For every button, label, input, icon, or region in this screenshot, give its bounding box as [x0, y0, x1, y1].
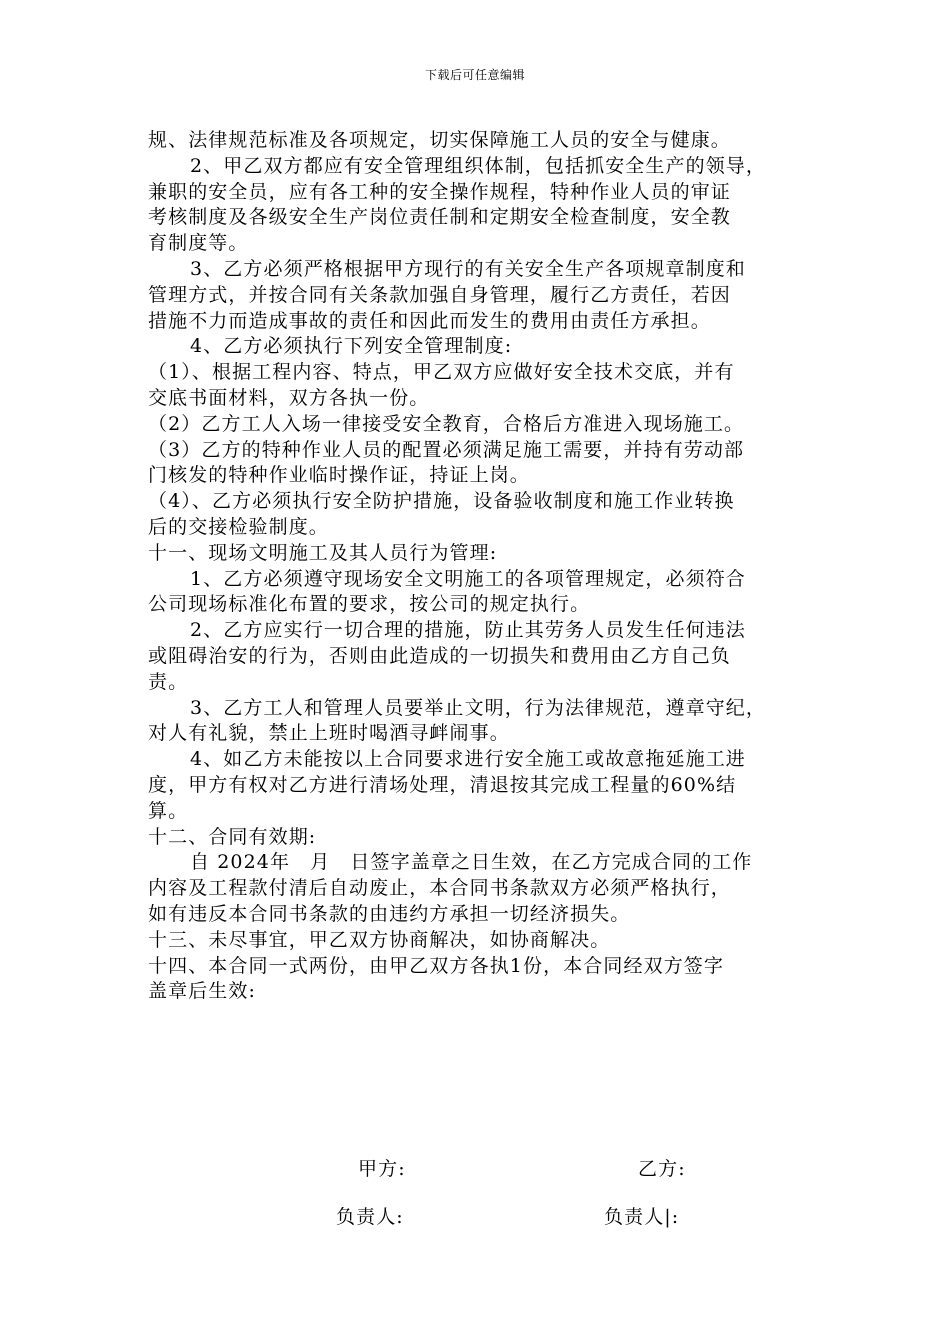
text-line: 措施不力而造成事故的责任和因此而发生的费用由责任方承担。: [148, 309, 711, 332]
contract-body: [148, 128, 808, 1253]
text-line: 算。: [148, 799, 189, 822]
text-line: 2、乙方应实行一切合理的措施，防止其劳务人员发生任何违法: [190, 619, 746, 642]
text-line: 4、如乙方未能按以上合同要求进行安全施工或故意拖延施工进: [190, 748, 746, 771]
text-line: 2、甲乙双方都应有安全管理组织体制，包括抓安全生产的领导，: [190, 154, 766, 177]
text-line: 管理方式，并按合同有关条款加强自身管理，履行乙方责任，若因: [148, 283, 731, 306]
contract-text: [148, 128, 808, 1005]
text-line: 盖章后生效:: [148, 980, 257, 1003]
text-line: 交底书面材料，双方各执一份。: [148, 386, 430, 409]
text-line: 规、法律规范标准及各项规定，切实保障施工人员的安全与健康。: [148, 129, 731, 151]
text-line: 十四、本合同一式两份，由甲乙双方各执1份，本合同经双方签字: [148, 954, 724, 977]
person-b-label: 负责人|:: [604, 1206, 680, 1229]
text-line: 责。: [148, 670, 189, 693]
text-line: 十一、现场文明施工及其人员行为管理:: [148, 541, 498, 564]
text-line: （3）乙方的特种作业人员的配置必须满足施工需要，并持有劳动部: [148, 438, 745, 461]
text-line: 门核发的特种作业临时操作证，持证上岗。: [148, 464, 530, 487]
signature-row-parties: [148, 1157, 808, 1205]
text-line: 公司现场标准化布置的要求，按公司的规定执行。: [148, 593, 591, 616]
signature-spacer: [148, 1005, 808, 1157]
text-line: （4）、乙方必须执行安全防护措施，设备验收制度和施工作业转换: [148, 490, 735, 513]
signature-row-responsible: [148, 1205, 808, 1253]
text-line: 或阻碍治安的行为，否则由此造成的一切损失和费用由乙方自己负: [148, 644, 731, 667]
text-line: 3、乙方工人和管理人员要举止文明，行为法律规范，遵章守纪，: [190, 696, 766, 719]
page-header: 下载后可任意编辑: [424, 68, 525, 82]
party-b-label: 乙方:: [638, 1158, 686, 1181]
text-line: 如有违反本合同书条款的由违约方承担一切经济损失。: [148, 902, 631, 925]
text-line: 考核制度及各级安全生产岗位责任制和定期安全检查制度，安全教: [148, 206, 731, 229]
text-line: 后的交接检验制度。: [148, 515, 329, 538]
text-line: 十二、合同有效期:: [148, 825, 317, 848]
party-a-label: 甲方:: [358, 1158, 406, 1181]
text-line: 对人有礼貌，禁止上班时喝酒寻衅闹事。: [148, 722, 510, 745]
text-line: 十三、未尽事宜，甲乙双方协商解决，如协商解决。: [148, 928, 611, 951]
text-line: 兼职的安全员，应有各工种的安全操作规程，特种作业人员的审证: [148, 180, 731, 203]
text-line: 自 2024年 月 日签字盖章之日生效，在乙方完成合同的工作: [190, 851, 753, 874]
text-line: 1、乙方必须遵守现场安全文明施工的各项管理规定，必须符合: [190, 567, 746, 590]
text-line: 度，甲方有权对乙方进行清场处理，清退按其完成工程量的60%结: [148, 773, 737, 796]
text-line: （2）乙方工人入场一律接受安全教育，合格后方准进入现场施工。: [148, 412, 745, 435]
person-a-label: 负责人:: [336, 1206, 404, 1229]
text-line: 3、乙方必须严格根据甲方现行的有关安全生产各项规章制度和: [190, 257, 746, 280]
text-line: 内容及工程款付清后自动废止，本合同书条款双方必须严格执行，: [148, 877, 731, 900]
text-line: 4、乙方必须执行下列安全管理制度:: [190, 335, 513, 358]
text-line: （1）、根据工程内容、特点，甲乙双方应做好安全技术交底，并有: [148, 361, 735, 384]
text-line: 育制度等。: [148, 232, 249, 255]
